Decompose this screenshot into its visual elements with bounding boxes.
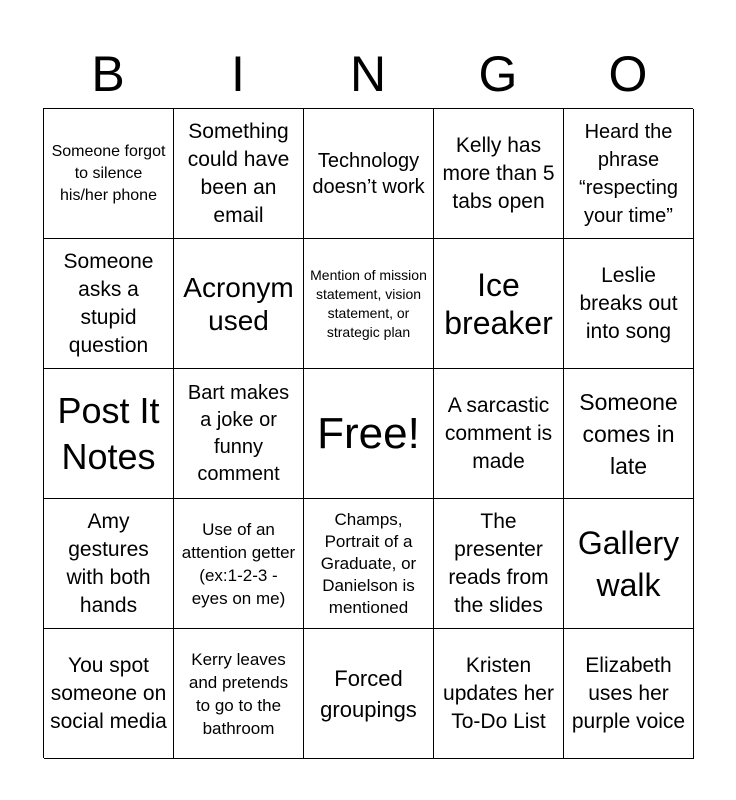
bingo-cell[interactable] bbox=[304, 239, 434, 369]
bingo-cell[interactable] bbox=[434, 629, 564, 759]
cell-text: Bart makes a joke or funny comment bbox=[187, 381, 290, 485]
cell-text: Elizabeth uses her purple voice bbox=[571, 653, 686, 733]
cell-text: Mention of mission statement, vision statement, or strategic plan bbox=[310, 266, 427, 340]
cell-text: Champs, Portrait of a Graduate, or Danielson is mentioned bbox=[320, 509, 417, 617]
cell-text: Technology doesn’t work bbox=[312, 149, 425, 198]
bingo-header bbox=[43, 40, 693, 108]
cell-text: Ice breaker bbox=[444, 266, 553, 341]
bingo-cell[interactable] bbox=[174, 369, 304, 499]
bingo-cell[interactable] bbox=[44, 629, 174, 759]
cell-text: Something could have been an email bbox=[187, 119, 290, 227]
cell-text: Leslie breaks out into song bbox=[579, 263, 678, 343]
header-letter-i: I bbox=[231, 46, 245, 102]
cell-text: Heard the phrase “respecting your time” bbox=[579, 120, 678, 227]
header-letter-o: O bbox=[608, 46, 648, 102]
bingo-cell[interactable] bbox=[564, 109, 694, 239]
header-letter-n: N bbox=[349, 46, 387, 102]
bingo-cell[interactable] bbox=[304, 109, 434, 239]
bingo-cell[interactable] bbox=[564, 239, 694, 369]
cell-text: Someone comes in late bbox=[579, 388, 678, 479]
bingo-cell[interactable] bbox=[434, 109, 564, 239]
bingo-cell[interactable] bbox=[434, 499, 564, 629]
bingo-cell free-space[interactable] bbox=[304, 369, 434, 499]
bingo-cell[interactable] bbox=[434, 239, 564, 369]
cell-text: Someone forgot to silence his/her phone bbox=[51, 142, 166, 204]
bingo-cell[interactable] bbox=[174, 109, 304, 239]
cell-text: Gallery walk bbox=[577, 524, 680, 603]
header-letter-b: B bbox=[91, 46, 125, 102]
bingo-cell[interactable] bbox=[304, 629, 434, 759]
cell-text: Acronym used bbox=[183, 271, 294, 336]
free-space-text: Free! bbox=[317, 408, 420, 458]
header-letter-g: G bbox=[478, 46, 518, 102]
bingo-cell[interactable] bbox=[564, 369, 694, 499]
bingo-board bbox=[43, 108, 693, 758]
cell-text: Amy gestures with both hands bbox=[66, 509, 151, 617]
bingo-cell[interactable] bbox=[564, 499, 694, 629]
bingo-cell[interactable] bbox=[564, 629, 694, 759]
bingo-cell[interactable] bbox=[174, 499, 304, 629]
bingo-cell[interactable] bbox=[434, 369, 564, 499]
cell-text: You spot someone on social media bbox=[50, 653, 167, 733]
cell-text: Someone asks a stupid question bbox=[63, 249, 154, 357]
bingo-cell[interactable] bbox=[44, 109, 174, 239]
cell-text: The presenter reads from the slides bbox=[448, 509, 549, 617]
cell-text: Kerry leaves and pretends to go to the bathroom bbox=[188, 649, 289, 738]
cell-text: Kelly has more than 5 tabs open bbox=[442, 133, 555, 213]
bingo-cell[interactable] bbox=[304, 499, 434, 629]
bingo-cell[interactable] bbox=[44, 239, 174, 369]
cell-text: Use of an attention getter (ex:1-2-3 - eyes on me) bbox=[181, 519, 296, 608]
bingo-cell[interactable] bbox=[174, 239, 304, 369]
cell-text: Forced groupings bbox=[320, 665, 417, 722]
cell-text: Kristen updates her To-Do List bbox=[443, 653, 554, 733]
bingo-cell[interactable] bbox=[174, 629, 304, 759]
bingo-cell[interactable] bbox=[44, 499, 174, 629]
cell-text: A sarcastic comment is made bbox=[444, 393, 553, 473]
bingo-cell[interactable] bbox=[44, 369, 174, 499]
cell-text: Post It Notes bbox=[57, 389, 160, 477]
